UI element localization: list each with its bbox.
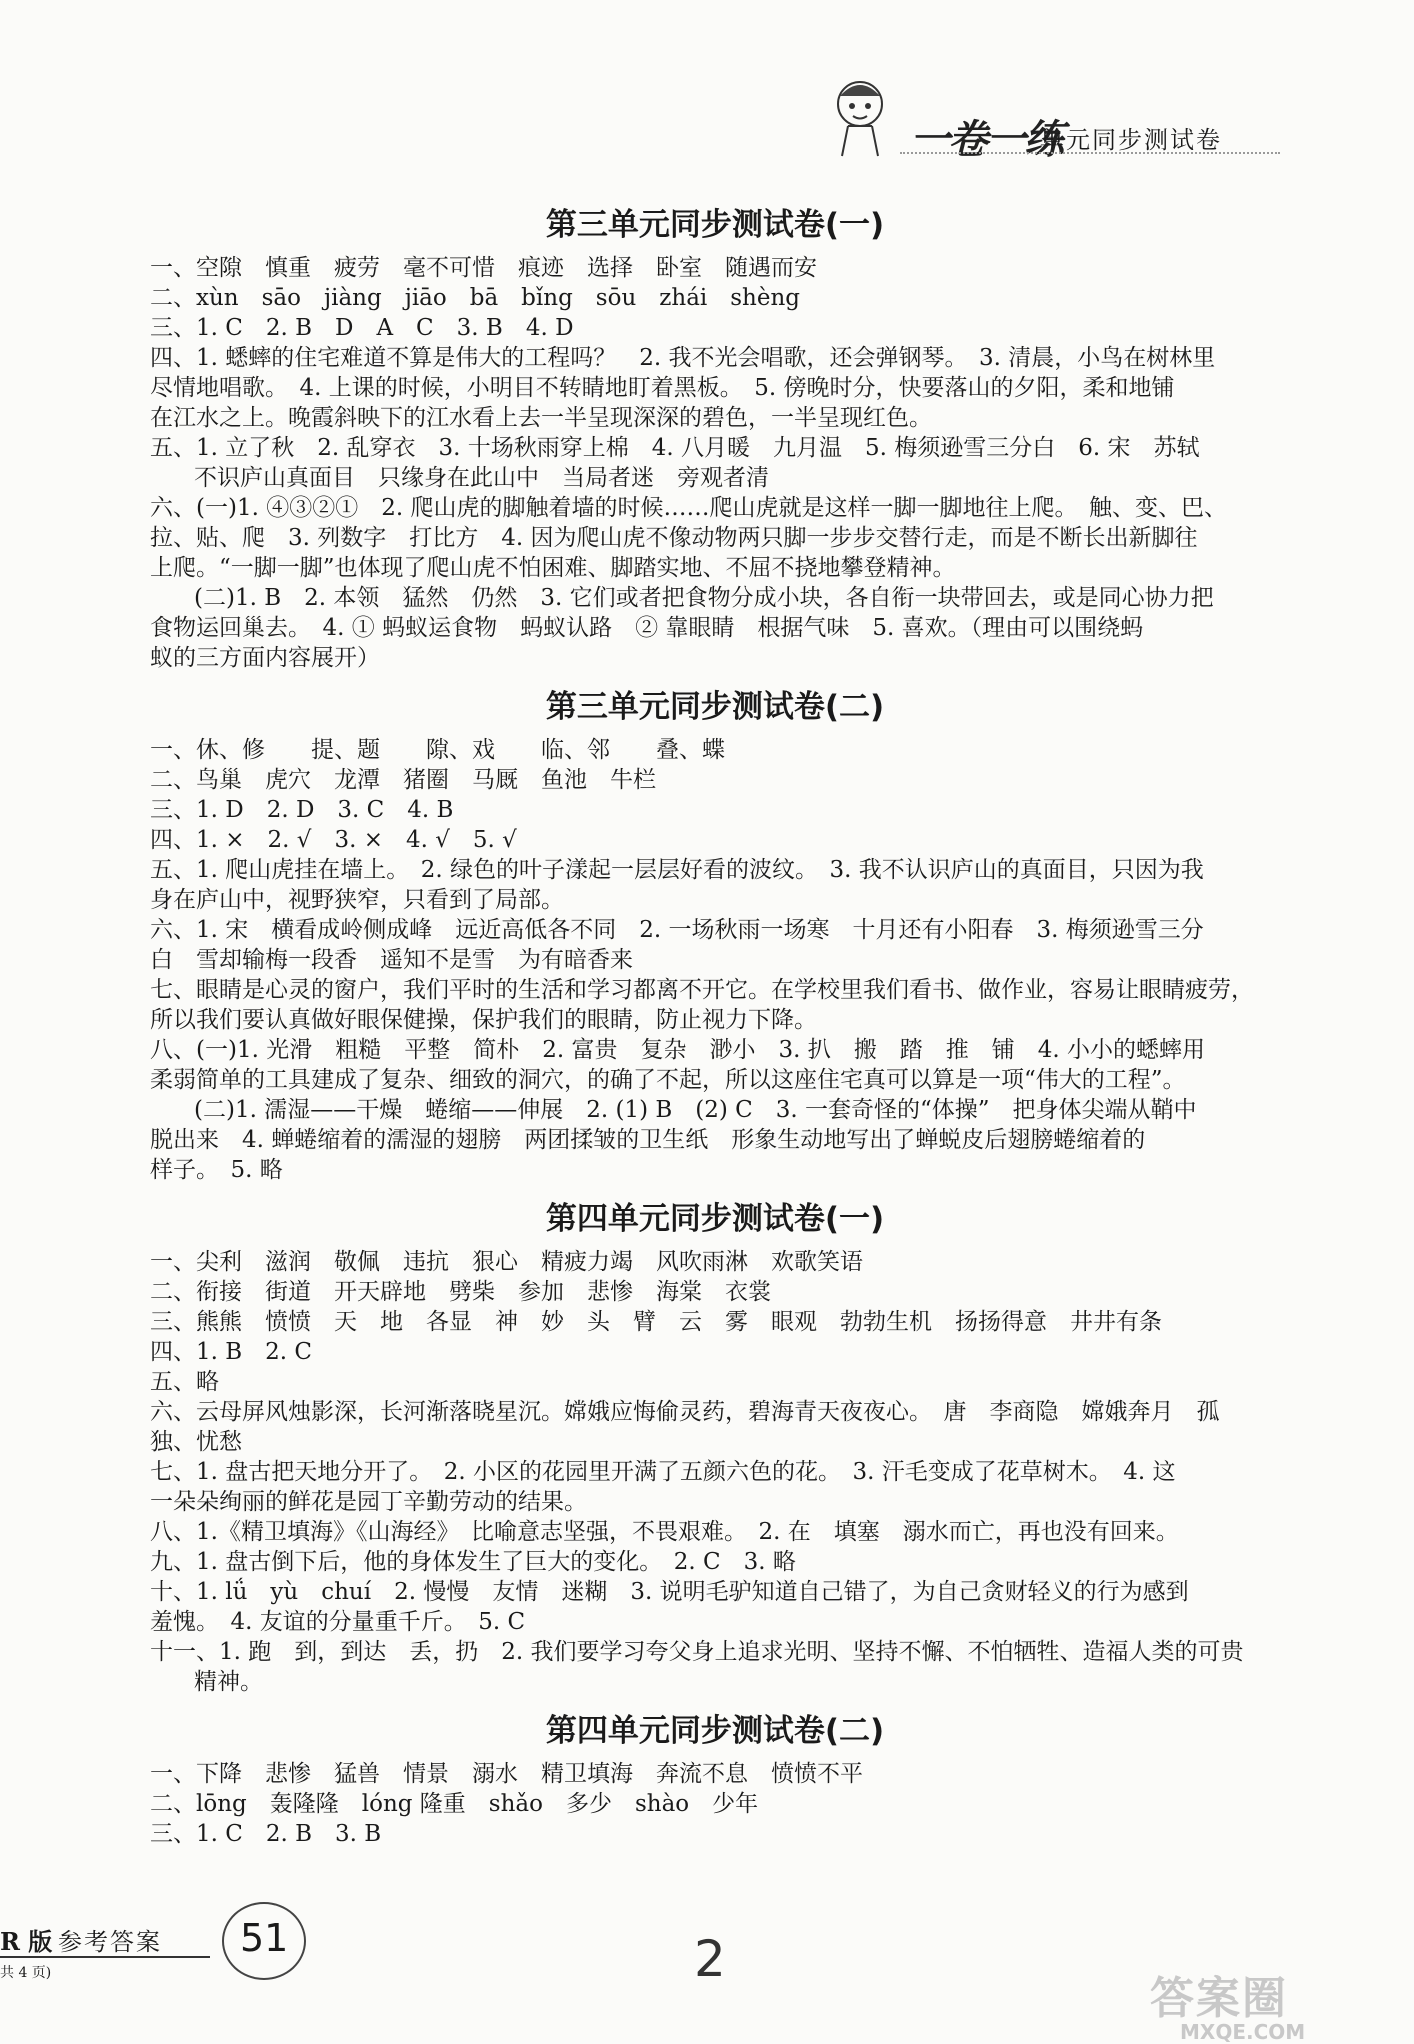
answer-line: 蚁的三方面内容展开） bbox=[150, 645, 380, 671]
handwritten-mark: 2 bbox=[694, 1930, 726, 1988]
brand-title: 一卷一练 bbox=[910, 117, 1062, 163]
page-count-note: 共 4 页) bbox=[0, 1965, 52, 1981]
header-rule bbox=[900, 152, 1280, 154]
answer-line: 一、空隙 慎重 疲劳 毫不可惜 痕迹 选择 卧室 随遇而安 bbox=[150, 255, 817, 281]
answer-line: 二、衔接 街道 开天辟地 劈柴 参加 悲惨 海棠 衣裳 bbox=[150, 1279, 771, 1305]
answer-line: 食物运回巢去。 4. ① 蚂蚁运食物 蚂蚁认路 ② 靠眼睛 根据气味 5. 喜欢。（理由可以围绕蚂 bbox=[150, 615, 1144, 641]
answer-line: 一朵朵绚丽的鲜花是园丁辛勤劳动的结果。 bbox=[150, 1489, 587, 1515]
answer-line: 二、xùn sāo jiàng jiāo bā bǐng sōu zhái shèng bbox=[150, 285, 801, 311]
answer-line: 独、忧愁 bbox=[150, 1429, 242, 1455]
answer-line: 三、1. C 2. B D A C 3. B 4. D bbox=[150, 315, 574, 341]
answer-line: 七、眼睛是心灵的窗户，我们平时的生活和学习都离不开它。在学校里我们看书、做作业，容易让眼睛疲劳， bbox=[150, 977, 1254, 1003]
answer-line: 五、1. 立了秋 2. 乱穿衣 3. 十场秋雨穿上棉 4. 八月暖 九月温 5. 梅须逊雪三分白 6. 宋 苏轼 bbox=[150, 435, 1200, 461]
answer-line: 六、云母屏风烛影深，长河渐落晓星沉。嫦娥应悔偷灵药，碧海青天夜夜心。 唐 李商隐 嫦娥奔月 孤 bbox=[150, 1399, 1220, 1425]
answer-line: 上爬。“一脚一脚”也体现了爬山虎不怕困难、脚踏实地、不屈不挠地攀登精神。 bbox=[150, 555, 956, 581]
answer-line: 一、休、修 提、题 隙、戏 临、邻 叠、蝶 bbox=[150, 737, 725, 763]
answer-section bbox=[150, 205, 1280, 673]
answer-line: 五、1. 爬山虎挂在墙上。 2. 绿色的叶子漾起一层层好看的波纹。 3. 我不认识庐山的真面目，只因为我 bbox=[150, 857, 1204, 883]
section-title: 第四单元同步测试卷(一) bbox=[545, 1201, 885, 1237]
answer-line: 三、1. D 2. D 3. C 4. B bbox=[150, 797, 454, 823]
answer-section bbox=[150, 1711, 1280, 1849]
answer-line: 五、略 bbox=[150, 1369, 219, 1395]
answer-line: 三、熊熊 愤愤 天 地 各显 神 妙 头 臂 云 雾 眼观 勃勃生机 扬扬得意 井井有条 bbox=[150, 1309, 1162, 1335]
answer-line: 三、1. C 2. B 3. B bbox=[150, 1821, 382, 1847]
answer-line: (二)1. 濡湿——干燥 蜷缩——伸展 2. (1) B (2) C 3. 一套奇怪的“体操” 把身体尖端从鞘中 bbox=[194, 1097, 1197, 1123]
brand-subtitle: 单元同步测试卷 bbox=[1040, 126, 1222, 154]
site-watermark bbox=[1150, 1962, 1400, 2044]
mascot-illustration bbox=[820, 70, 900, 160]
answer-line: 十一、1. 跑 到，到达 丢，扔 2. 我们要学习夸父身上追求光明、坚持不懈、不怕牺牲、造福人类的可贵 bbox=[150, 1639, 1244, 1665]
footer-rule bbox=[0, 1956, 210, 1958]
section-title: 第四单元同步测试卷(二) bbox=[545, 1713, 885, 1749]
answer-line: 六、(一)1. ④③②① 2. 爬山虎的脚触着墙的时候……爬山虎就是这样一脚一脚地往上爬。 触、变、巴、 bbox=[150, 495, 1227, 521]
answer-section bbox=[150, 687, 1280, 1185]
section-title: 第三单元同步测试卷(一) bbox=[545, 207, 885, 243]
answer-line: 八、1.《精卫填海》《山海经》 比喻意志坚强，不畏艰难。 2. 在 填塞 溺水而亡，再也没有回来。 bbox=[150, 1519, 1179, 1545]
answer-line: 精神。 bbox=[194, 1669, 263, 1695]
answer-line: 羞愧。 4. 友谊的分量重千斤。 5. C bbox=[150, 1609, 526, 1635]
answer-line: 脱出来 4. 蝉蜷缩着的濡湿的翅膀 两团揉皱的卫生纸 形象生动地写出了蝉蜕皮后翅膀蜷缩着的 bbox=[150, 1127, 1146, 1153]
page-header bbox=[820, 90, 1280, 163]
answer-line: 四、1. B 2. C bbox=[150, 1339, 313, 1365]
answer-line: 四、1. 蟋蟀的住宅难道不算是伟大的工程吗？ 2. 我不光会唱歌，还会弹钢琴。 3. 清晨，小鸟在树林里 bbox=[150, 345, 1216, 371]
answer-line: 四、1. × 2. √ 3. × 4. √ 5. √ bbox=[150, 827, 517, 853]
watermark-top: 答案圈 bbox=[1150, 1973, 1288, 2024]
answer-line: 拉、贴、爬 3. 列数字 打比方 4. 因为爬山虎不像动物两只脚一步步交替行走，而是不断长出新脚往 bbox=[150, 525, 1198, 551]
answer-line: 一、尖利 滋润 敬佩 违抗 狠心 精疲力竭 风吹雨淋 欢歌笑语 bbox=[150, 1249, 863, 1275]
answer-section bbox=[150, 1199, 1280, 1697]
answer-line: 白 雪却输梅一段香 遥知不是雪 为有暗香来 bbox=[150, 947, 633, 973]
answer-line: 不识庐山真面目 只缘身在此山中 当局者迷 旁观者清 bbox=[194, 465, 769, 491]
section-title: 第三单元同步测试卷(二) bbox=[545, 689, 885, 725]
answer-line: 七、1. 盘古把天地分开了。 2. 小区的花园里开满了五颜六色的花。 3. 汗毛变成了花草树木。 4. 这 bbox=[150, 1459, 1176, 1485]
answer-line: 在江水之上。晚霞斜映下的江水看上去一半呈现深深的碧色，一半呈现红色。 bbox=[150, 405, 932, 431]
answer-line: 身在庐山中，视野狭窄，只看到了局部。 bbox=[150, 887, 564, 913]
answer-line: 所以我们要认真做好眼保健操，保护我们的眼睛，防止视力下降。 bbox=[150, 1007, 817, 1033]
answer-line: 尽情地唱歌。 4. 上课的时候，小明目不转睛地盯着黑板。 5. 傍晚时分，快要落山的夕阳，柔和地铺 bbox=[150, 375, 1175, 401]
answer-line: 十、1. lǘ yù chuí 2. 慢慢 友情 迷糊 3. 说明毛驴知道自己错了，为自己贪财轻义的行为感到 bbox=[150, 1579, 1189, 1605]
answer-line: 二、lōng 轰隆隆 lóng 隆重 shǎo 多少 shào 少年 bbox=[150, 1791, 759, 1817]
answer-line: 样子。 5. 略 bbox=[150, 1157, 283, 1183]
page-footer bbox=[0, 1900, 330, 1990]
answer-line: (二)1. B 2. 本领 猛然 仍然 3. 它们或者把食物分成小块，各自衔一块带回去，或是同心协力把 bbox=[194, 585, 1214, 611]
answer-line: 二、鸟巢 虎穴 龙潭 猪圈 马厩 鱼池 牛栏 bbox=[150, 767, 656, 793]
answers-label: 参考答案 bbox=[58, 1928, 162, 1956]
answer-line: 九、1. 盘古倒下后，他的身体发生了巨大的变化。 2. C 3. 略 bbox=[150, 1549, 796, 1575]
page-number: 51 bbox=[240, 1916, 289, 1960]
watermark-bottom: MXQE.COM bbox=[1180, 2020, 1306, 2044]
edition-label: R 版 bbox=[0, 1927, 53, 1956]
answer-line: 一、下降 悲惨 猛兽 情景 溺水 精卫填海 奔流不息 愤愤不平 bbox=[150, 1761, 863, 1787]
answer-line: 柔弱简单的工具建成了复杂、细致的洞穴，的确了不起，所以这座住宅真可以算是一项“伟大的工程”。 bbox=[150, 1067, 1186, 1093]
answer-line: 六、1. 宋 横看成岭侧成峰 远近高低各不同 2. 一场秋雨一场寒 十月还有小阳春 3. 梅须逊雪三分 bbox=[150, 917, 1204, 943]
answer-line: 八、(一)1. 光滑 粗糙 平整 简朴 2. 富贵 复杂 渺小 3. 扒 搬 踏 推 铺 4. 小小的蟋蟀用 bbox=[150, 1037, 1205, 1063]
answer-content bbox=[150, 205, 1280, 1849]
